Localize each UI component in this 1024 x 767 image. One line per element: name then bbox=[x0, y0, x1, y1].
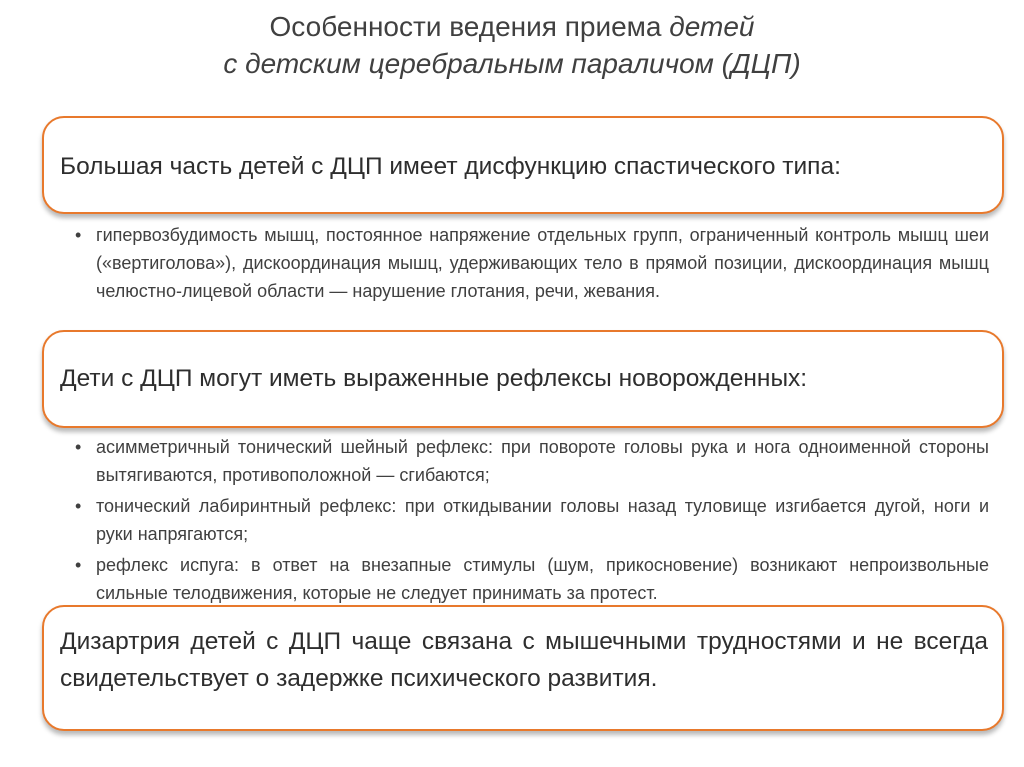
bullet-marker: • bbox=[75, 555, 82, 575]
callout-text: Дизартрия детей с ДЦП чаще связана с мышечными трудностями и не всегда свидетельствует о задержке психического развития. bbox=[60, 628, 988, 692]
bullet-item-text: гипервозбудимость мышц, постоянное напряжение отдельных групп, ограниченный контроль мышц шеи («вертиголова»), дискоординация мышц, удерживающих тело в прямой позиции, дискоординация мышц челюстно-лицевой области — нарушение глотания, речи, жевания. bbox=[96, 225, 989, 301]
bullet-item-text: рефлекс испуга: в ответ на внезапные стимулы (шум, прикосновение) возникают непроизвольные сильные телодвижения, которые не следует принимать за протест. bbox=[96, 555, 989, 603]
bullet-marker: • bbox=[75, 437, 82, 457]
bullet-item bbox=[75, 492, 989, 548]
bullet-item bbox=[75, 551, 989, 607]
callout-text: Дети с ДЦП могут иметь выраженные рефлексы новорожденных: bbox=[60, 365, 808, 392]
callout-box-dysarthria bbox=[42, 605, 1004, 731]
slide-title-line-1-italic: детей bbox=[669, 11, 755, 42]
bullet-marker: • bbox=[75, 496, 82, 516]
slide-title-line-2-italic: с детским церебральным параличом (ДЦП) bbox=[223, 48, 801, 79]
slide-title bbox=[0, 8, 1024, 82]
bullet-item bbox=[75, 433, 989, 489]
callout-box-newborn-reflexes bbox=[42, 330, 1004, 428]
bullet-item-text: асимметричный тонический шейный рефлекс: при повороте головы рука и нога одноименной стороны вытягиваются, противоположной — сгибаются; bbox=[96, 437, 989, 485]
bullet-list-reflexes bbox=[75, 433, 989, 610]
bullet-item-text: тонический лабиринтный рефлекс: при откидывании головы назад туловище изгибается дугой, ноги и руки напрягаются; bbox=[96, 496, 989, 544]
callout-box-spastic-dysfunction bbox=[42, 116, 1004, 214]
callout-text: Большая часть детей с ДЦП имеет дисфункцию спастического типа: bbox=[60, 153, 841, 180]
bullet-list-spastic-symptoms bbox=[75, 221, 989, 308]
bullet-item bbox=[75, 221, 989, 305]
slide-title-line-2 bbox=[0, 45, 1024, 82]
bullet-marker: • bbox=[75, 225, 82, 245]
slide-title-line-1-normal: Особенности ведения приема bbox=[269, 11, 670, 42]
slide-title-line-1 bbox=[0, 8, 1024, 45]
